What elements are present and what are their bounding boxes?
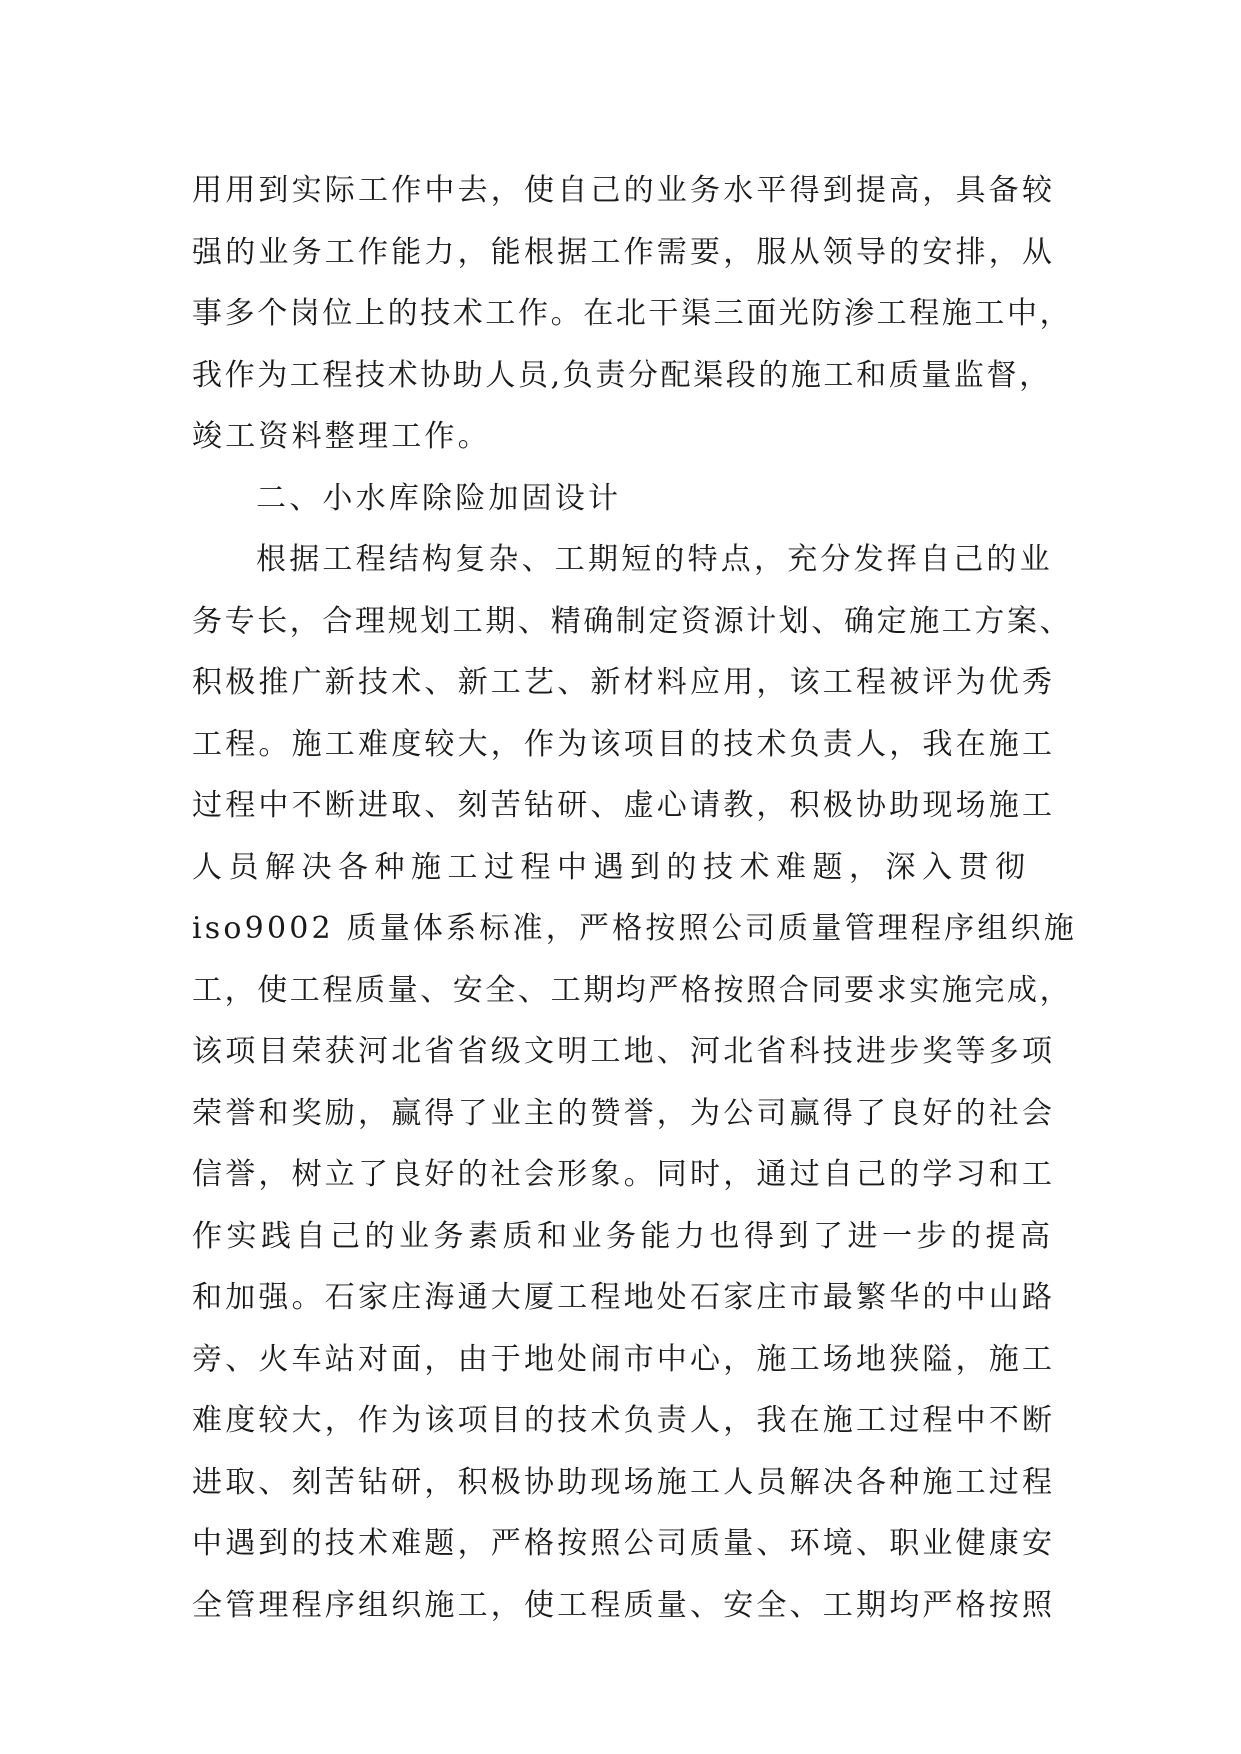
- text-line: 事多个岗位上的技术工作。在北干渠三面光防渗工程施工中，: [192, 296, 1073, 331]
- text-line: iso9002 质量体系标准，严格按照公司质量管理程序组织施: [192, 911, 1077, 946]
- text-line: 工程。施工难度较大，作为该项目的技术负责人，我在施工: [192, 726, 1056, 762]
- text-line: 荣誉和奖励，赢得了业主的赞誉，为公司赢得了良好的社会: [192, 1095, 1056, 1131]
- text-line: 竣工资料整理工作。: [192, 419, 491, 454]
- text-line: 该项目荣获河北省省级文明工地、河北省科技进步奖等多项: [192, 1034, 1056, 1069]
- text-line: 我作为工程技术协助人员,负责分配渠段的施工和质量监督，: [192, 357, 1052, 393]
- body-text: [192, 160, 1092, 1636]
- text-line: 难度较大，作为该项目的技术负责人，我在施工过程中不断: [192, 1403, 1056, 1438]
- text-line: 务专长，合理规划工期、精确制定资源计划、确定施工方案、: [192, 603, 1073, 639]
- text-line: 强的业务工作能力，能根据工作需要，服从领导的安排，从: [192, 234, 1056, 270]
- text-line: 人员解决各种施工过程中遇到的技术难题，深入贯彻: [192, 849, 1032, 885]
- paragraph-first-line: 根据工程结构复杂、工期短的特点，充分发挥自己的业: [256, 542, 1053, 577]
- text-line: 积极推广新技术、新工艺、新材料应用，该工程被评为优秀: [192, 665, 1056, 700]
- text-line: 过程中不断进取、刻苦钻研、虚心请教，积极协助现场施工: [192, 788, 1056, 823]
- text-line: 作实践自己的业务素质和业务能力也得到了进一步的提高: [192, 1218, 1055, 1254]
- text-line: 中遇到的技术难题，严格按照公司质量、环境、职业健康安: [192, 1526, 1056, 1561]
- text-line: 信誉，树立了良好的社会形象。同时，通过自己的学习和工: [192, 1157, 1056, 1192]
- text-line: 工，使工程质量、安全、工期均严格按照合同要求实施完成，: [192, 972, 1073, 1008]
- text-line: 全管理程序组织施工，使工程质量、安全、工期均严格按照: [192, 1587, 1056, 1623]
- section-heading: 二、小水库除险加固设计: [256, 480, 622, 516]
- text-line: 用用到实际工作中去，使自己的业务水平得到提高，具备较: [192, 173, 1056, 208]
- text-line: 和加强。石家庄海通大厦工程地处石家庄市最繁华的中山路: [192, 1280, 1056, 1315]
- text-line: 进取、刻苦钻研，积极协助现场施工人员解决各种施工过程: [192, 1464, 1056, 1500]
- text-line: 旁、火车站对面，由于地处闹市中心，施工场地狭隘，施工: [192, 1341, 1056, 1377]
